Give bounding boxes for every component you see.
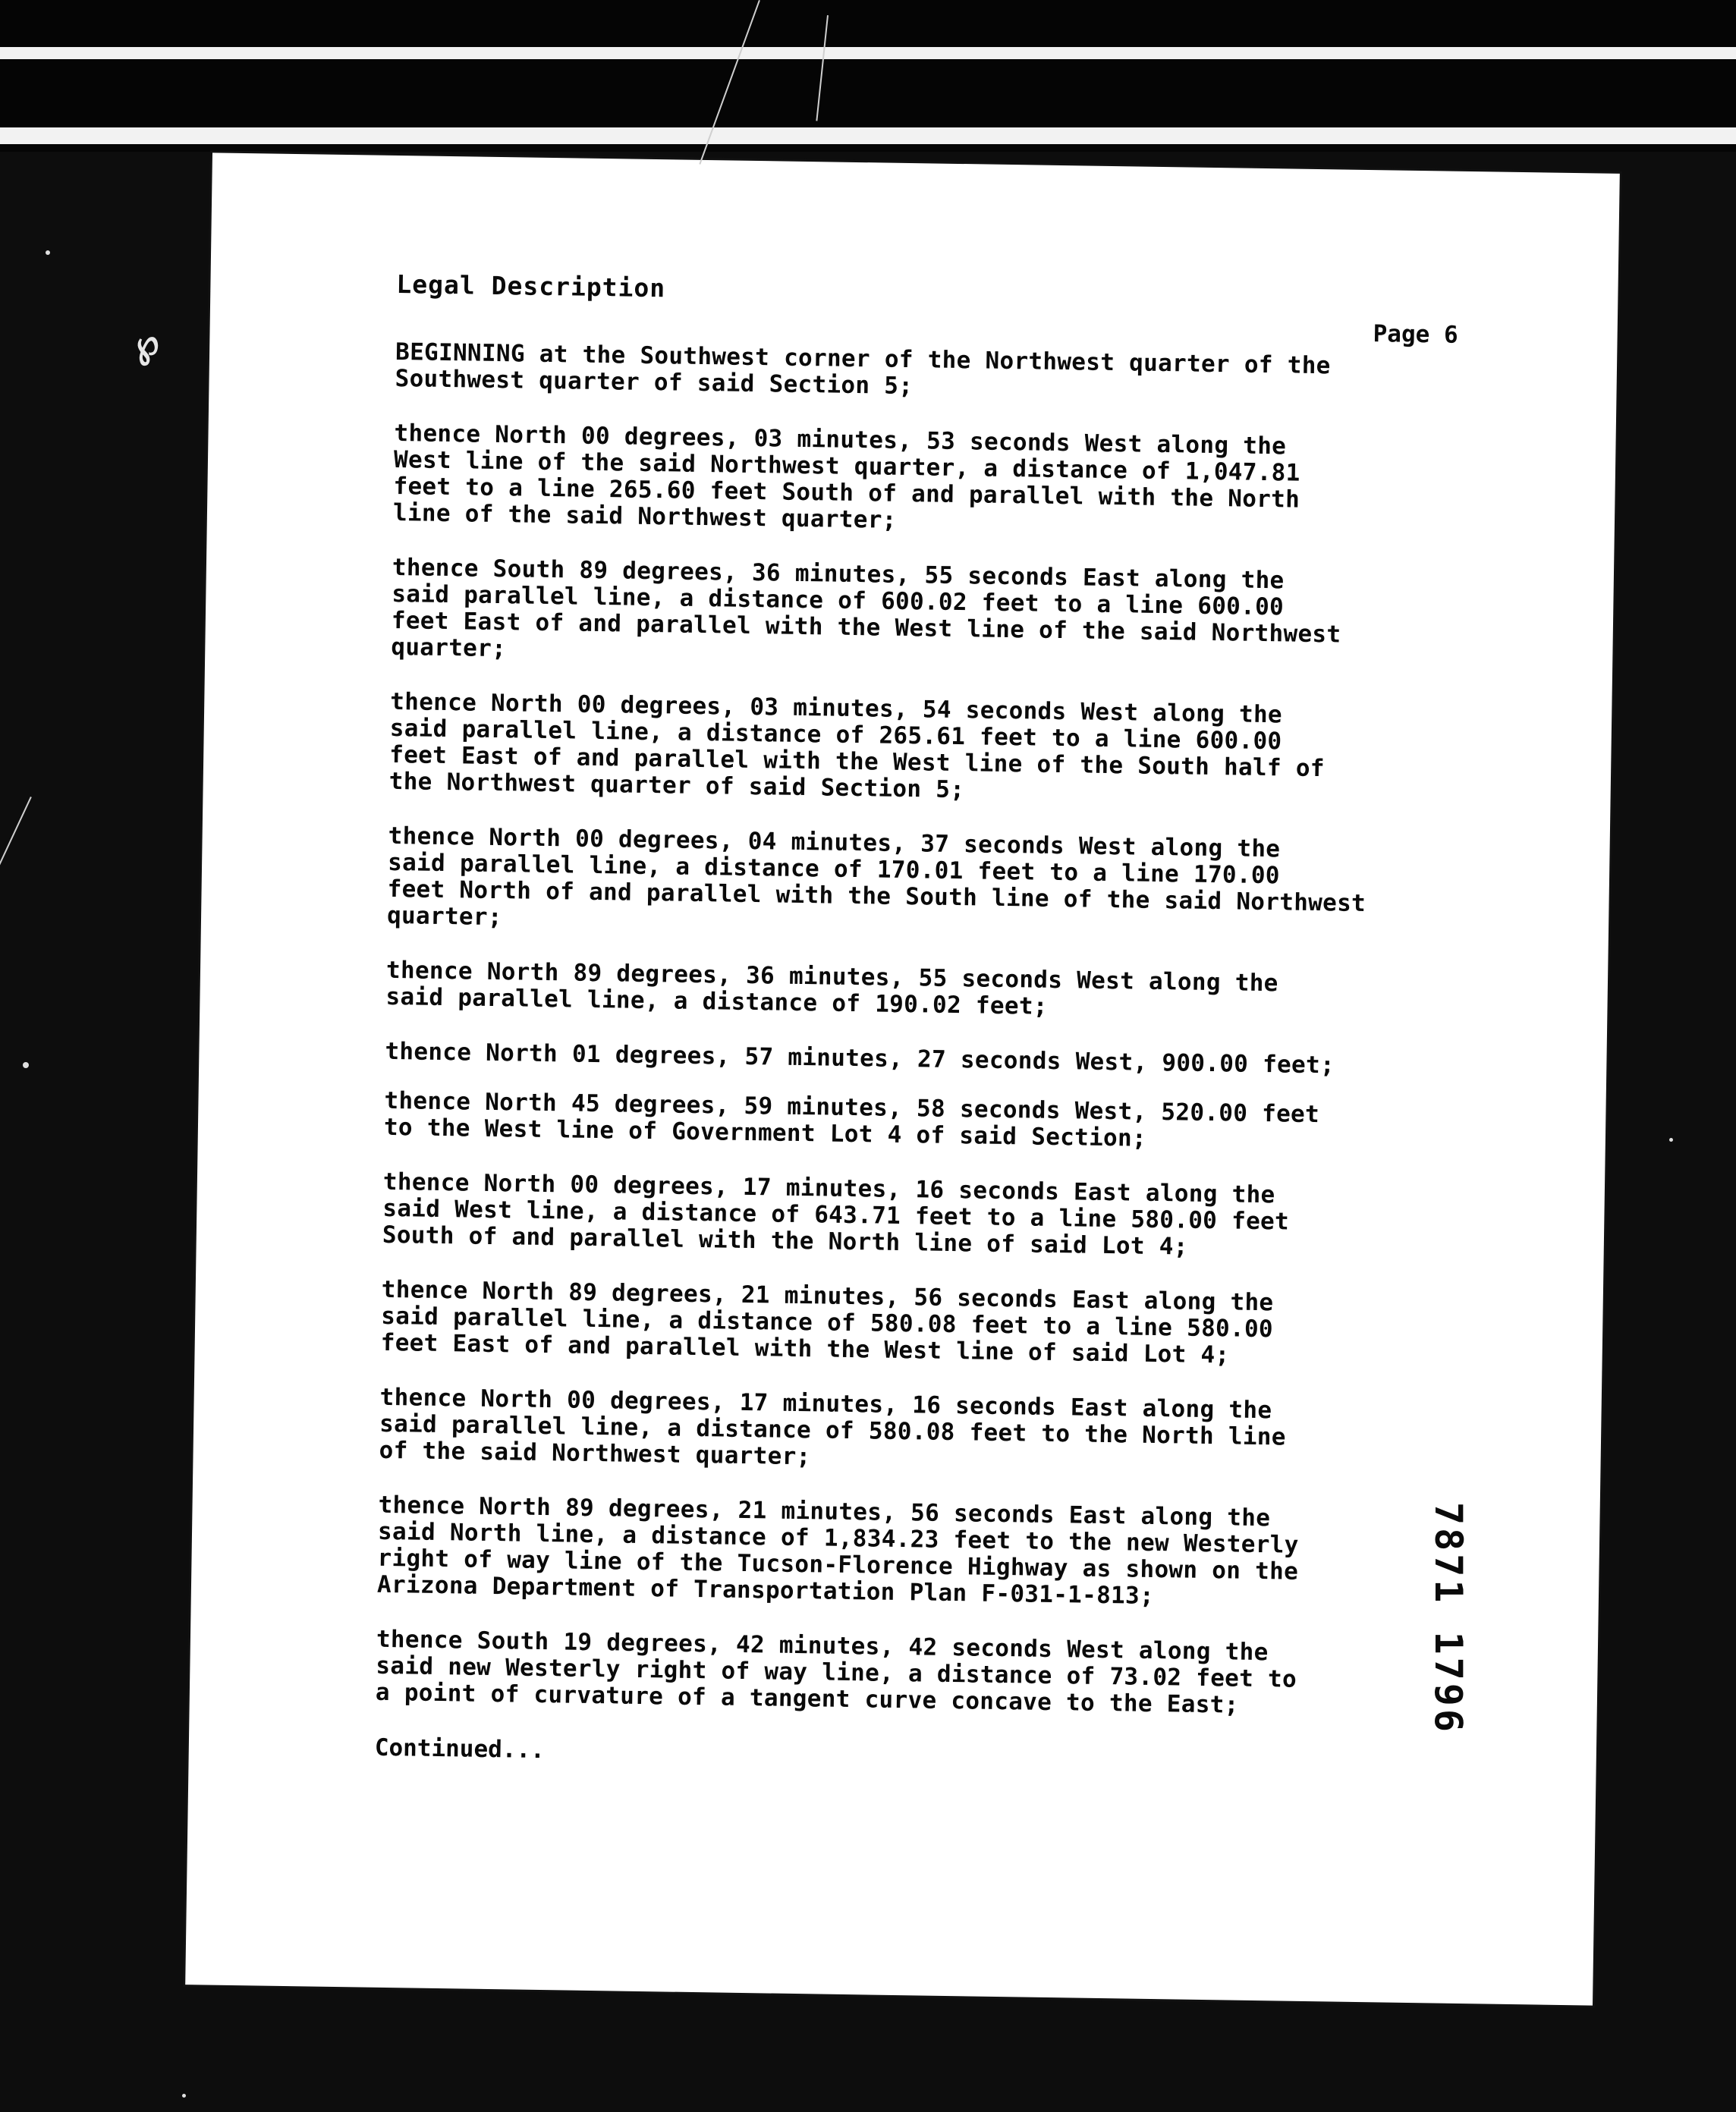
scan-scratch xyxy=(0,797,32,907)
paragraph: thence North 00 degrees, 17 minutes, 16 seconds East along the said parallel line, a distance of 580.08 feet to the North line of the said Northwest quarter; xyxy=(379,1383,1287,1471)
page-number: Page 6 xyxy=(1373,320,1458,349)
paragraph: BEGINNING at the Southwest corner of the Northwest quarter of the Southwest quarter of said Section 5; xyxy=(395,338,1331,401)
legal-description-body xyxy=(375,339,1458,1777)
document-content xyxy=(373,269,1459,1916)
document-sheet xyxy=(185,152,1620,2005)
paragraph: thence South 89 degrees, 36 minutes, 55 seconds East along the said parallel line, a distance of 600.02 feet to a line 600.00 feet East of and parallel with the West line of the said Northwest quarter; xyxy=(391,553,1341,663)
scan-speck xyxy=(182,2094,186,2098)
continued-label: Continued... xyxy=(374,1733,546,1765)
paragraph: thence North 89 degrees, 21 minutes, 56 seconds East along the said North line, a distance of 1,834.23 feet to the new Westerly right of way line of the Tucson-Florence Highway as shown on the Arizona Department of Transportation Plan F-031-1-813; xyxy=(376,1491,1299,1610)
recording-stamp: 7871 1796 xyxy=(1426,1502,1470,1735)
scan-rule-line xyxy=(0,127,1736,144)
paragraph: thence North 00 degrees, 03 minutes, 54 seconds West along the said parallel line, a distance of 265.61 feet to a line 600.00 feet East of and parallel with the West line of the South half of the Northwest quarter of said Section 5; xyxy=(388,687,1326,804)
paragraph: thence North 00 degrees, 04 minutes, 37 seconds West along the said parallel line, a distance of 170.01 feet to a line 170.00 feet North of and parallel with the South line of the said Northwest quarter; xyxy=(386,822,1366,932)
paragraph: thence North 00 degrees, 03 minutes, 53 seconds West along the West line of the said Northwest quarter, a distance of 1,047.81 feet to a line 265.60 feet South of and parallel with the North line of the said Northwest quarter; xyxy=(392,419,1300,534)
paragraph: thence North 45 degrees, 59 minutes, 58 seconds West, 520.00 feet to the West line of Government Lot 4 of said Section; xyxy=(383,1086,1320,1152)
paragraph: thence North 89 degrees, 36 minutes, 55 seconds West along the said parallel line, a distance of 190.02 feet; xyxy=(385,956,1278,1020)
scan-speck xyxy=(23,1062,29,1068)
scan-rule-line xyxy=(0,47,1736,59)
document-heading: Legal Description xyxy=(396,269,666,303)
paragraph: thence North 89 degrees, 21 minutes, 56 seconds East along the said parallel line, a distance of 580.08 feet to a line 580.00 feet East of and parallel with the West line of said Lot 4; xyxy=(380,1275,1274,1369)
margin-mark-icon: ℘ xyxy=(126,319,165,369)
paragraph: thence North 01 degrees, 57 minutes, 27 seconds West, 900.00 feet; xyxy=(385,1037,1335,1080)
paragraph: thence North 00 degrees, 17 minutes, 16 seconds East along the said West line, a distance of 643.71 feet to a line 580.00 feet South of and parallel with the North line of said Lot 4; xyxy=(382,1168,1290,1261)
scan-speck xyxy=(1669,1138,1673,1142)
paragraph: thence South 19 degrees, 42 minutes, 42 seconds West along the said new Westerly right of way line, a distance of 73.02 feet to a point of curvature of a tangent curve concave to the East; xyxy=(375,1625,1297,1719)
scan-speck xyxy=(46,250,50,255)
